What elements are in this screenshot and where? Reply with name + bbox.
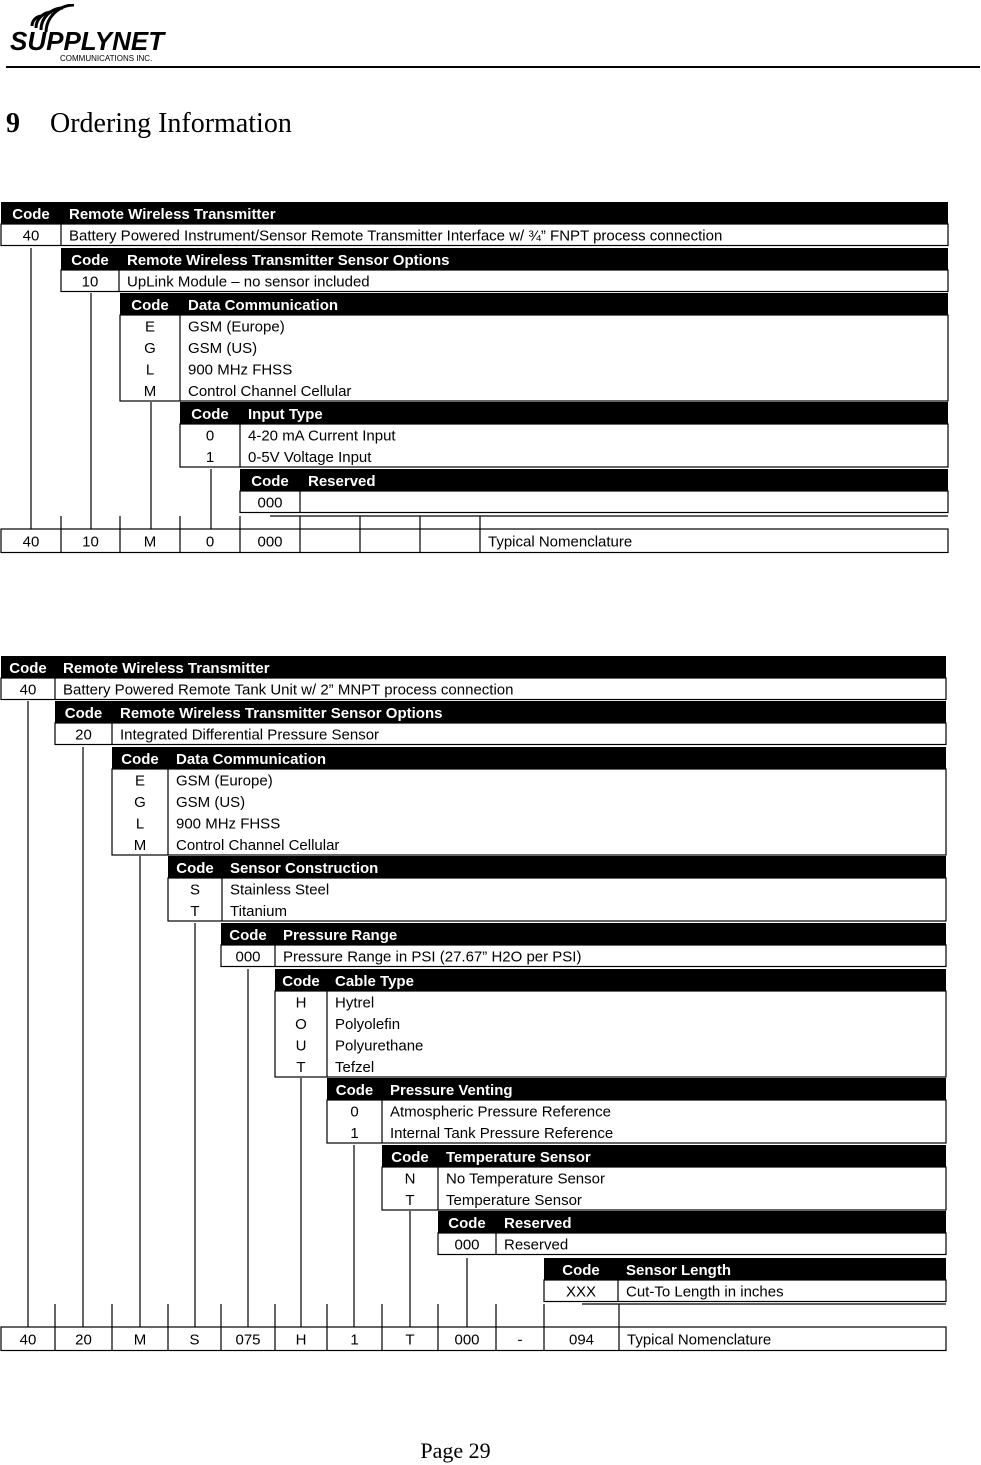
- option-code: E: [134, 772, 146, 790]
- nomenclature-cell: 000: [257, 533, 283, 551]
- code-label: Code: [448, 1215, 486, 1232]
- group-header-label: Reserved: [504, 1215, 572, 1232]
- nomenclature-cell: M: [133, 1331, 147, 1349]
- option-description: Pressure Range in PSI (27.67” H2O per PSI): [283, 948, 582, 966]
- section-heading: [6, 108, 292, 140]
- option-description: 900 MHz FHSS: [176, 815, 281, 833]
- code-label: Code: [71, 252, 109, 269]
- option-description: 4-20 mA Current Input: [248, 427, 396, 445]
- option-description: GSM (US): [188, 340, 258, 357]
- option-code: E: [144, 318, 156, 336]
- nomenclature-cell: 075: [235, 1331, 261, 1349]
- group-header-label: Data Communication: [176, 751, 327, 768]
- nomenclature-cell: 1: [350, 1331, 359, 1349]
- code-label: Code: [282, 973, 320, 990]
- group-header-bar: [544, 1258, 946, 1280]
- group-header-label: Pressure Venting: [390, 1082, 513, 1099]
- nomenclature-cell: 000: [454, 1331, 480, 1349]
- option-code: G: [134, 794, 146, 811]
- option-code: 0: [350, 1103, 359, 1121]
- nomenclature-label: Typical Nomenclature: [488, 533, 633, 551]
- option-description: Titanium: [230, 903, 287, 920]
- option-code: 40: [22, 227, 40, 245]
- option-code: G: [144, 340, 156, 357]
- option-code: U: [295, 1037, 307, 1055]
- option-description: Control Channel Cellular: [176, 837, 340, 854]
- nomenclature-cell: 0: [205, 533, 215, 551]
- option-description: Reserved: [504, 1236, 569, 1254]
- option-code: 000: [235, 948, 261, 966]
- group-header-label: Cable Type: [335, 973, 414, 990]
- nomenclature-cell: T: [405, 1331, 415, 1349]
- code-label: Code: [335, 1082, 374, 1099]
- group-body: [240, 491, 948, 513]
- code-label: Code: [121, 751, 159, 768]
- group-header-label: Sensor Construction: [230, 860, 379, 877]
- option-description: Integrated Differential Pressure Sensor: [120, 726, 380, 744]
- page-number: Page 29: [420, 1438, 491, 1463]
- option-code: T: [296, 1059, 306, 1076]
- code-label: Code: [562, 1262, 600, 1279]
- option-code: 000: [454, 1236, 480, 1254]
- option-description: UpLink Module – no sensor included: [127, 273, 370, 291]
- code-label: Code: [251, 473, 289, 490]
- option-description: Temperature Sensor: [446, 1192, 582, 1209]
- option-description: Internal Tank Pressure Reference: [390, 1125, 614, 1142]
- group-header-label: Sensor Length: [626, 1262, 732, 1279]
- ordering-table-transmitter: [0, 200, 981, 560]
- option-code: S: [189, 881, 201, 899]
- option-description: Stainless Steel: [230, 881, 330, 899]
- code-label: Code: [229, 927, 267, 944]
- logo-subtitle: COMMUNICATIONS INC.: [60, 54, 153, 63]
- option-code: XXX: [565, 1283, 597, 1301]
- option-code: 000: [257, 494, 283, 512]
- nomenclature-cell: H: [295, 1331, 307, 1349]
- code-label: Code: [191, 406, 229, 423]
- option-code: O: [295, 1016, 307, 1033]
- code-label: Code: [12, 206, 50, 223]
- nomenclature-cell: 094: [568, 1331, 595, 1349]
- nomenclature-cell: 10: [82, 533, 99, 551]
- option-description: No Temperature Sensor: [446, 1170, 605, 1188]
- group-header-label: Remote Wireless Transmitter: [69, 206, 276, 223]
- option-description: GSM (Europe): [176, 772, 273, 790]
- option-code: L: [145, 361, 155, 379]
- group-header-label: Data Communication: [188, 297, 339, 314]
- option-code: 1: [350, 1125, 359, 1142]
- code-label: Code: [131, 297, 169, 314]
- group-header-label: Remote Wireless Transmitter: [63, 660, 270, 677]
- nomenclature-cell: 40: [19, 1331, 37, 1349]
- ordering-table-tank-unit: [0, 654, 981, 1354]
- option-code: M: [143, 383, 157, 400]
- option-description: Atmospheric Pressure Reference: [390, 1103, 611, 1121]
- option-code: T: [405, 1192, 415, 1209]
- group-header-label: Remote Wireless Transmitter Sensor Options: [127, 252, 450, 269]
- option-description: 900 MHz FHSS: [188, 361, 293, 379]
- option-description: Control Channel Cellular: [188, 383, 352, 400]
- option-description: Cut-To Length in inches: [626, 1283, 784, 1301]
- section-title: Ordering Information: [50, 108, 292, 139]
- option-code: N: [404, 1170, 416, 1188]
- nomenclature-cell: M: [143, 533, 157, 551]
- option-code: 20: [75, 726, 92, 744]
- nomenclature-cell: -: [517, 1331, 523, 1349]
- code-label: Code: [9, 660, 47, 677]
- option-description: Battery Powered Remote Tank Unit w/ 2” MNPT process connection: [63, 681, 514, 699]
- option-description: 0-5V Voltage Input: [248, 449, 372, 466]
- group-header-label: Pressure Range: [283, 927, 398, 944]
- option-description: Tefzel: [335, 1059, 375, 1076]
- group-body: [275, 991, 946, 1077]
- group-header-label: Remote Wireless Transmitter Sensor Options: [120, 705, 443, 722]
- code-label: Code: [391, 1149, 429, 1166]
- nomenclature-cell: 40: [22, 533, 40, 551]
- nomenclature-cell: 20: [75, 1331, 92, 1349]
- option-description: Battery Powered Instrument/Sensor Remote Transmitter Interface w/ ¾” FNPT process connection: [69, 227, 723, 245]
- code-label: Code: [64, 705, 103, 722]
- header-rule: [6, 66, 980, 68]
- option-code: 1: [205, 449, 215, 466]
- option-description: Polyolefin: [335, 1016, 401, 1033]
- logo-wordmark: SUPPLYNET: [10, 26, 165, 56]
- nomenclature-label: Typical Nomenclature: [627, 1331, 772, 1349]
- option-code: 0: [205, 427, 215, 445]
- option-code: H: [295, 994, 307, 1012]
- option-description: Hytrel: [335, 994, 375, 1012]
- option-code: T: [190, 903, 200, 920]
- group-header-label: Input Type: [248, 406, 323, 423]
- option-code: 10: [81, 273, 99, 291]
- option-description: GSM (US): [176, 794, 246, 811]
- option-description: GSM (Europe): [188, 318, 285, 336]
- option-code: M: [133, 837, 147, 854]
- option-description: Polyurethane: [335, 1037, 424, 1055]
- group-header-label: Reserved: [308, 473, 376, 490]
- option-code: 40: [19, 681, 37, 699]
- nomenclature-cell: S: [189, 1331, 200, 1349]
- group-header-label: Temperature Sensor: [446, 1149, 591, 1166]
- section-number: 9: [6, 108, 20, 139]
- code-label: Code: [176, 860, 214, 877]
- option-code: L: [135, 815, 145, 833]
- supplynet-logo: [8, 4, 178, 64]
